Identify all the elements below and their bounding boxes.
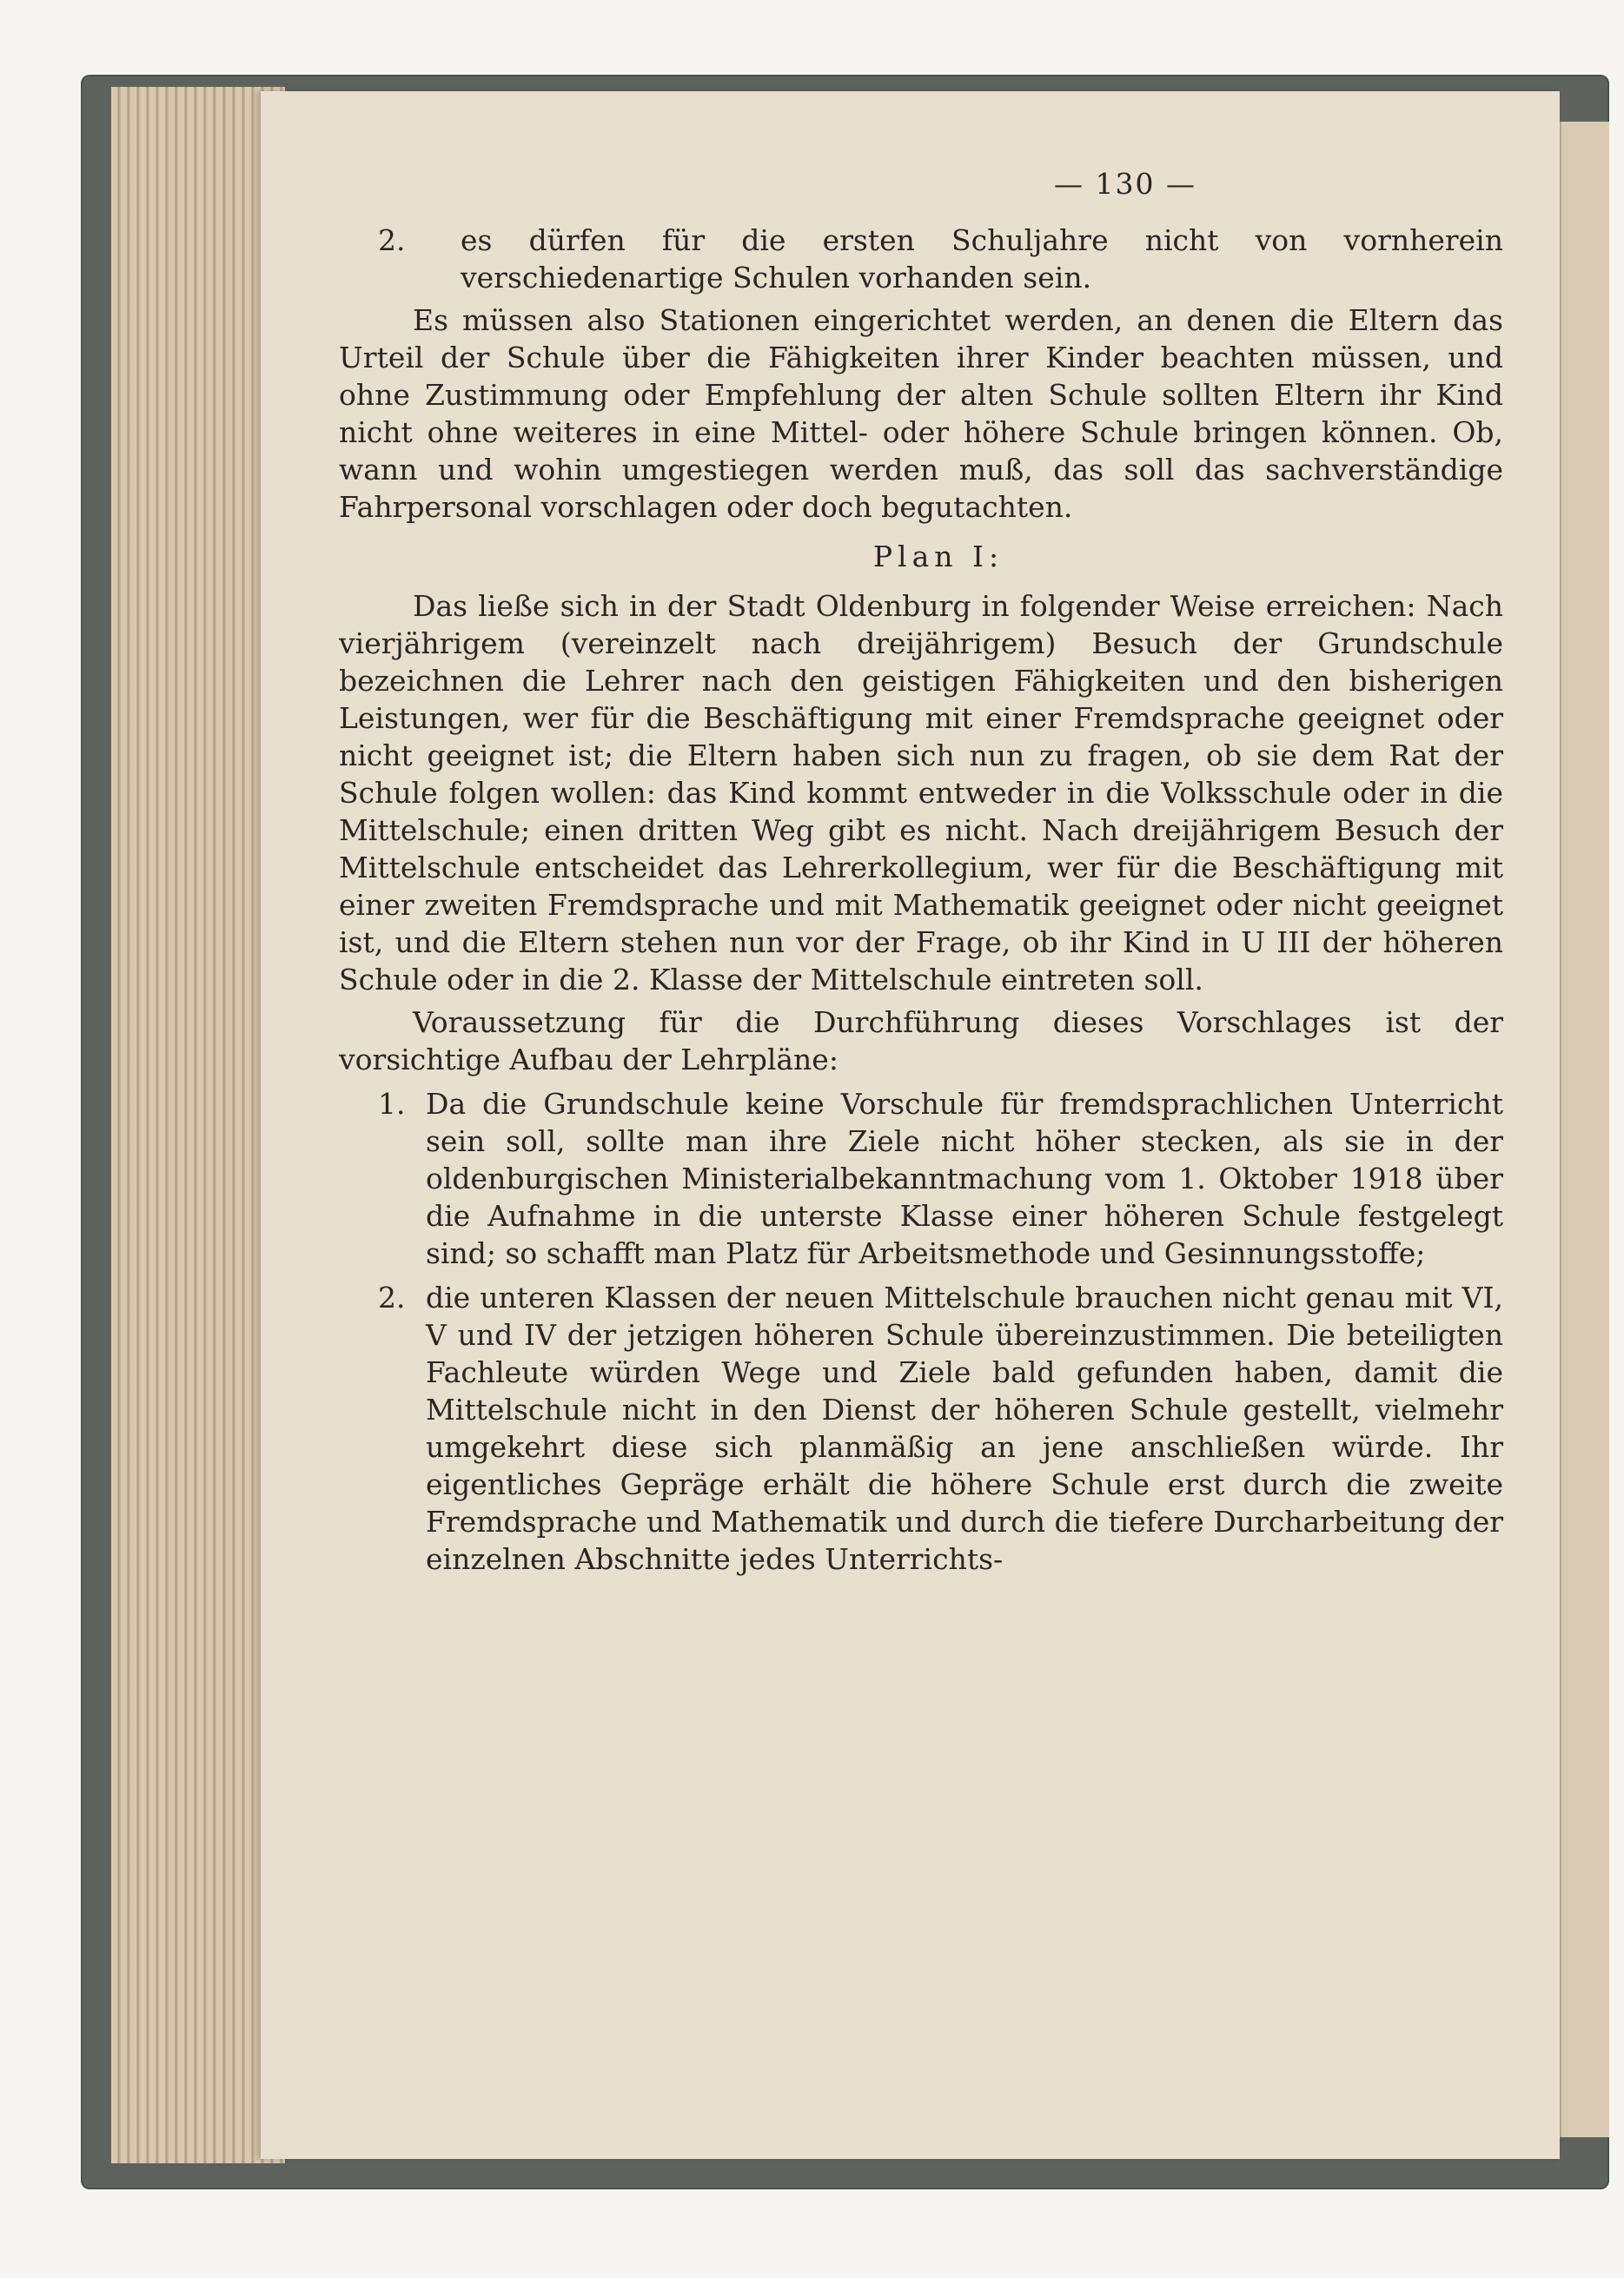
list-item	[339, 1085, 1503, 1272]
intro-list-number: 2.	[378, 223, 406, 257]
list-text: Da die Grundschule keine Vorschule für fremdsprachlichen Unterricht sein soll, sollte man ihre Ziele nicht höher stecken, als sie in der oldenburgischen Ministerialbekanntmachung vom 1. Oktober 1918 über die Aufnahme in die unterste Klasse einer höheren Schule festgelegt sind; so schafft man Platz für Arbeitsmethode und Gesinnungsstoffe;	[426, 1087, 1503, 1270]
paragraph-stations: Es müssen also Stationen eingerichtet werden, an denen die Eltern das Urteil der Schule über die Fähigkeiten ihrer Kinder beachten müssen, und ohne Zustimmung oder Empfehlung der alten Schule sollten Eltern ihr Kind nicht ohne weiteres in eine Mittel- oder höhere Schule bringen können. Ob, wann und wohin umgestiegen werden muß, das soll das sachverständige Fahrpersonal vorschlagen oder doch begutachten.	[339, 303, 1503, 524]
section-heading: Plan I:	[872, 540, 1004, 573]
list-number: 1.	[378, 1087, 406, 1121]
page-text	[339, 165, 1503, 1578]
list-item	[339, 1279, 1503, 1578]
list-number: 2.	[378, 1281, 406, 1314]
paragraph-plan: Das ließe sich in der Stadt Oldenburg in folgender Weise erreichen: Nach vierjährigem (vereinzelt nach dreijährigem) Besuch der Grundschule bezeichnen die Lehrer nach den geistigen Fähigkeiten und den bisherigen Leistungen, wer für die Beschäftigung mit einer Fremdsprache geeignet oder nicht geeignet ist; die Eltern haben sich nun zu fragen, ob sie dem Rat der Schule folgen wollen: das Kind kommt entweder in die Volksschule oder in die Mittelschule; einen dritten Weg gibt es nicht. Nach dreijährigem Besuch der Mittelschule entscheidet das Lehrerkollegium, wer für die Beschäftigung mit einer zweiten Fremdsprache und mit Mathematik geeignet oder nicht geeignet ist, und die Eltern stehen nun vor der Frage, ob ihr Kind in U III der höheren Schule oder in die 2. Klasse der Mittelschule eintreten soll.	[339, 589, 1503, 997]
intro-list-text: es dürfen für die ersten Schuljahre nicht von vornherein verschiedenartige Schulen vorhanden sein.	[461, 223, 1503, 295]
intro-list-item	[339, 222, 1503, 296]
list-text: die unteren Klassen der neuen Mittelschule brauchen nicht genau mit VI, V und IV der jetzigen höheren Schule übereinzustimmen. Die beteiligten Fachleute würden Wege und Ziele bald gefunden haben, damit die Mittelschule nicht in den Dienst der höheren Schule gestellt, vielmehr umgekehrt diese sich planmäßig an jene anschließen würde. Ihr eigentliches Gepräge erhält die höhere Schule erst durch die zweite Fremdsprache und Mathematik und durch die tiefere Durcharbeitung der einzelnen Abschnitte jedes Unterrichts-	[426, 1281, 1503, 1576]
facing-page-edge	[1560, 122, 1609, 2137]
page-edges	[111, 87, 285, 2163]
page-number: — 130 —	[1054, 167, 1196, 201]
paragraph-prerequisite: Voraussetzung für die Durchführung dieses Vorschlages ist der vorsichtige Aufbau der Lehrpläne:	[339, 1005, 1503, 1076]
